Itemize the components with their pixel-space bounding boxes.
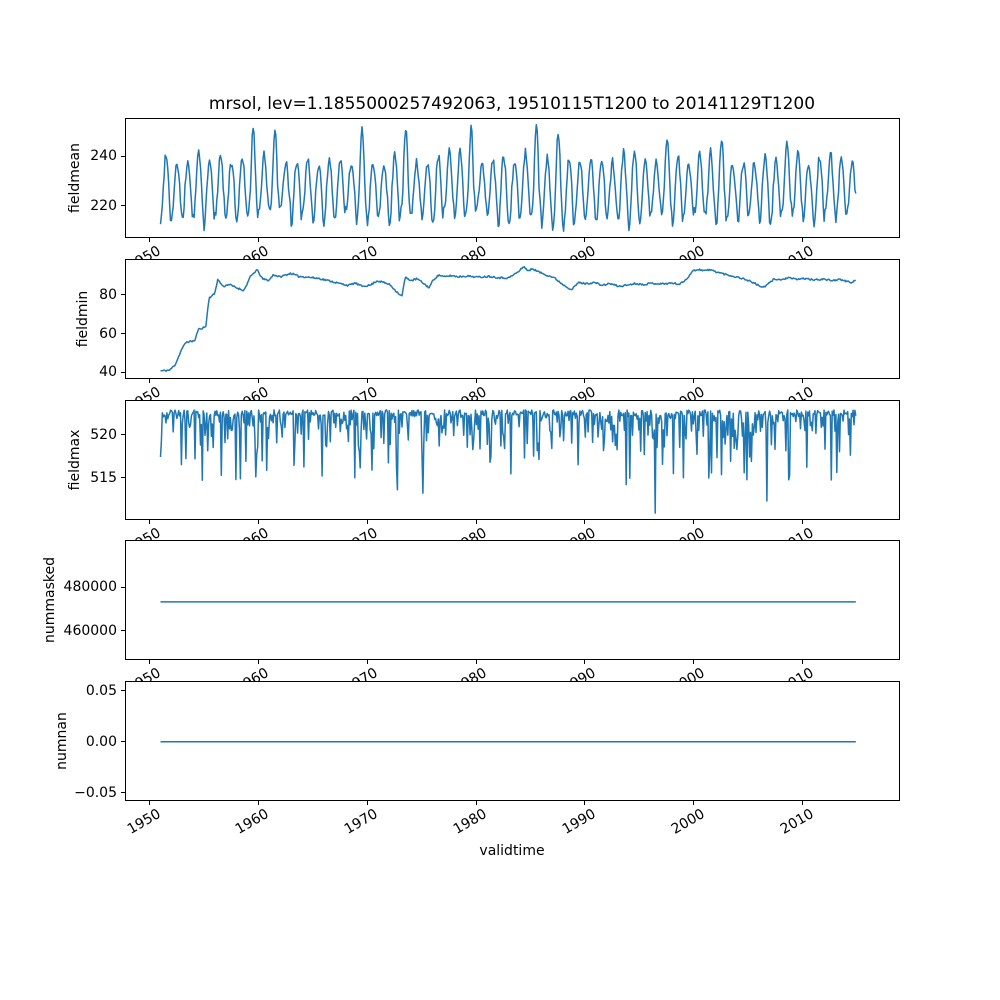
x-tick-label: 1990: [560, 806, 599, 838]
y-tick-label: 520: [90, 426, 117, 443]
x-tick-mark: [367, 660, 368, 664]
y-tick-label: 480000: [63, 579, 117, 596]
subplot-fieldmean-axes: [125, 118, 900, 238]
fieldmean-series-svg: [125, 118, 900, 238]
fieldmean-line: [161, 125, 856, 232]
y-tick-label: 460000: [63, 622, 117, 639]
numnan-series-svg: [125, 681, 900, 801]
x-tick-mark: [149, 660, 150, 664]
x-tick-mark: [149, 520, 150, 524]
x-tick-label: 2010: [777, 806, 817, 838]
subplot-numnan-ylabel: numnan: [54, 712, 70, 770]
x-tick-mark: [258, 801, 259, 805]
x-tick-mark: [149, 238, 150, 242]
y-tick-label: 60: [99, 325, 117, 342]
x-tick-mark: [476, 801, 477, 805]
fieldmax-line: [161, 410, 856, 513]
fieldmin-series-svg: [125, 259, 900, 379]
x-tick-label: 1970: [342, 806, 381, 838]
x-tick-mark: [367, 238, 368, 242]
x-tick-mark: [367, 801, 368, 805]
fieldmin-line: [161, 267, 856, 371]
x-tick-label: 1960: [233, 806, 273, 838]
x-tick-mark: [258, 238, 259, 242]
x-tick-mark: [584, 660, 585, 664]
x-tick-mark: [367, 520, 368, 524]
x-tick-mark: [476, 660, 477, 664]
y-tick-label: 0.00: [85, 733, 117, 750]
x-tick-mark: [149, 801, 150, 805]
x-tick-mark: [693, 660, 694, 664]
x-tick-mark: [367, 379, 368, 383]
x-tick-label: 1950: [124, 806, 164, 838]
y-tick-label: 40: [99, 364, 117, 381]
x-tick-mark: [149, 379, 150, 383]
subplot-nummasked-ylabel: nummasked: [42, 556, 58, 644]
y-tick-label: −0.05: [74, 784, 117, 801]
x-tick-mark: [802, 238, 803, 242]
subplot-numnan-axes: [125, 681, 900, 801]
nummasked-series-svg: [125, 540, 900, 660]
y-tick-label: 0.05: [85, 682, 117, 699]
x-tick-mark: [584, 801, 585, 805]
subplot-fieldmin-ylabel: fieldmin: [75, 290, 91, 348]
subplot-fieldmax-axes: [125, 400, 900, 520]
x-tick-mark: [258, 660, 259, 664]
subplot-fieldmax-ylabel: fieldmax: [67, 429, 83, 491]
x-tick-mark: [802, 801, 803, 805]
fieldmax-series-svg: [125, 400, 900, 520]
x-tick-mark: [584, 520, 585, 524]
x-tick-mark: [802, 520, 803, 524]
y-tick-label: 515: [90, 469, 117, 486]
chart-title: mrsol, lev=1.1855000257492063, 19510115T1200 to 20141129T1200: [208, 94, 816, 114]
x-tick-mark: [693, 520, 694, 524]
x-tick-mark: [693, 801, 694, 805]
x-tick-mark: [476, 238, 477, 242]
x-axis-label: validtime: [479, 843, 545, 859]
x-tick-mark: [802, 660, 803, 664]
y-tick-label: 80: [99, 286, 117, 303]
x-tick-label: 1980: [451, 806, 490, 838]
x-tick-mark: [258, 379, 259, 383]
x-tick-mark: [476, 520, 477, 524]
x-tick-mark: [802, 379, 803, 383]
y-tick-label: 220: [90, 197, 117, 214]
x-tick-label: 2000: [668, 806, 708, 838]
x-tick-mark: [693, 238, 694, 242]
y-tick-label: 240: [90, 148, 117, 165]
subplot-fieldmean-ylabel: fieldmean: [67, 143, 83, 213]
x-tick-mark: [584, 238, 585, 242]
x-tick-mark: [476, 379, 477, 383]
x-tick-mark: [693, 379, 694, 383]
x-tick-mark: [258, 520, 259, 524]
subplot-nummasked-axes: [125, 540, 900, 660]
subplot-fieldmin-axes: [125, 259, 900, 379]
x-tick-mark: [584, 379, 585, 383]
